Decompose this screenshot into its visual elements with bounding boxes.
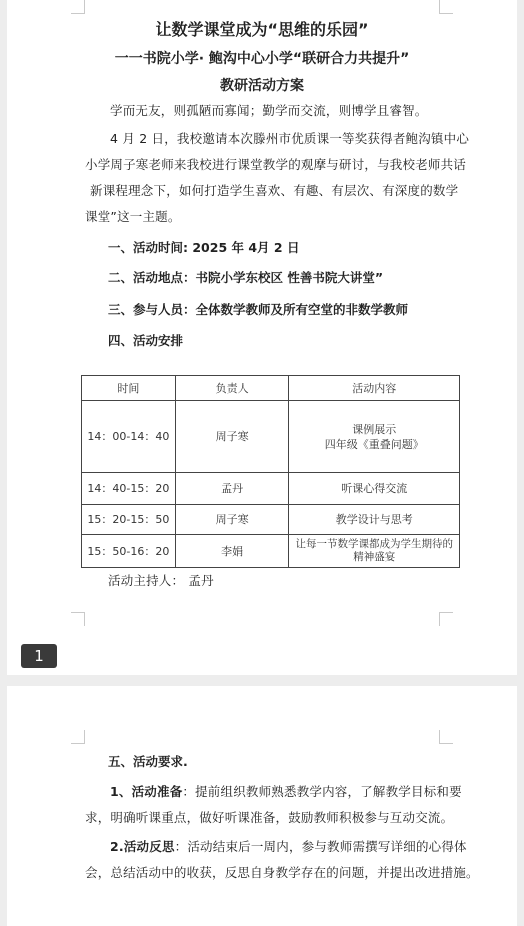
table-cell-content [289, 401, 460, 473]
content-line: 精神盛宴 [353, 551, 396, 563]
crop-mark [439, 612, 453, 626]
document-subtitle: 一一书院小学· 鲍沟中心小学“联研合力共提升” [114, 51, 410, 67]
table-header-row [82, 376, 460, 401]
section-heading-time: 一、活动时间: 2025 年 4月 2 日 [108, 240, 300, 255]
table-row [82, 505, 460, 535]
section-heading-schedule: 四、活动安排 [108, 333, 184, 348]
intro-text: 学而无友，则孤陋而寡闻；勤学而交流，则博学且睿智。 [110, 103, 428, 118]
table-cell-owner: 李娟 [175, 535, 289, 568]
document-subtitle-2: 教研活动方案 [220, 78, 304, 94]
table-row [82, 535, 460, 568]
table-cell-owner: 周子寒 [175, 401, 289, 473]
crop-mark [71, 0, 85, 14]
table-header: 时间 [82, 376, 176, 401]
table-cell-owner: 孟丹 [175, 473, 289, 505]
section-heading-participants: 三、参与人员：全体数学教师及所有空堂的非数学教师 [108, 302, 409, 317]
paragraph-line: 新课程理念下，如何打造学生喜欢、有趣、有层次、有深度的数学 [90, 183, 459, 198]
crop-mark [439, 0, 453, 14]
document-title: 让数学课堂成为“思维的乐园” [155, 20, 369, 39]
crop-mark [71, 612, 85, 626]
section-heading-location: 二、活动地点：书院小学东校区 性善书院大讲堂” [108, 270, 384, 285]
table-cell-content: 听课心得交流 [289, 473, 460, 505]
paragraph-line: 小学周子寒老师来我校进行课堂教学的观摩与研讨，与我校老师共话 [85, 157, 467, 172]
page-number-badge[interactable]: 1 [21, 644, 57, 668]
requirement-line [110, 782, 462, 800]
requirement-text: ：活动结束后一周内，参与教师需撰写详细的心得体 [174, 839, 467, 854]
content-line: 四年级《重叠问题》 [324, 437, 424, 451]
table-cell-content [289, 535, 460, 568]
paragraph-line: 课堂”这一主题。 [85, 209, 181, 224]
requirement-line: 求，明确听课重点，做好听课准备，鼓励教师积极参与互动交流。 [85, 810, 454, 825]
crop-mark [71, 730, 85, 744]
table-header: 负责人 [175, 376, 289, 401]
document-page-2 [7, 686, 517, 926]
requirement-text: ：提前组织教师熟悉教学内容，了解教学目标和要 [182, 784, 462, 799]
table-row [82, 473, 460, 505]
table-cell-time: 15：20-15：50 [82, 505, 176, 535]
content-line: 课例展示 [352, 422, 397, 436]
requirement-line [110, 837, 467, 855]
table-header: 活动内容 [289, 376, 460, 401]
requirement-line: 会，总结活动中的收获，反思自身教学存在的问题，并提出改进措施。 [85, 865, 479, 880]
requirement-label: 1、活动准备 [110, 784, 183, 799]
requirement-label: 2.活动反思 [110, 839, 175, 854]
paragraph-line: 4 月 2 日，我校邀请本次滕州市优质课一等奖获得者鲍沟镇中心 [110, 131, 470, 146]
table-cell-time: 14：40-15：20 [82, 473, 176, 505]
table-cell-time: 14：00-14：40 [82, 401, 176, 473]
host-text: 活动主持人： 孟丹 [108, 573, 214, 588]
table-row [82, 401, 460, 473]
table-cell-content: 教学设计与思考 [289, 505, 460, 535]
schedule-table [81, 375, 460, 568]
table-cell-time: 15：50-16：20 [82, 535, 176, 568]
section-heading-requirements: 五、活动要求. [108, 754, 188, 769]
table-cell-owner: 周子寒 [175, 505, 289, 535]
document-page-1 [7, 0, 517, 675]
crop-mark [439, 730, 453, 744]
content-line: 让每一节数学课都成为学生期待的 [295, 538, 453, 550]
